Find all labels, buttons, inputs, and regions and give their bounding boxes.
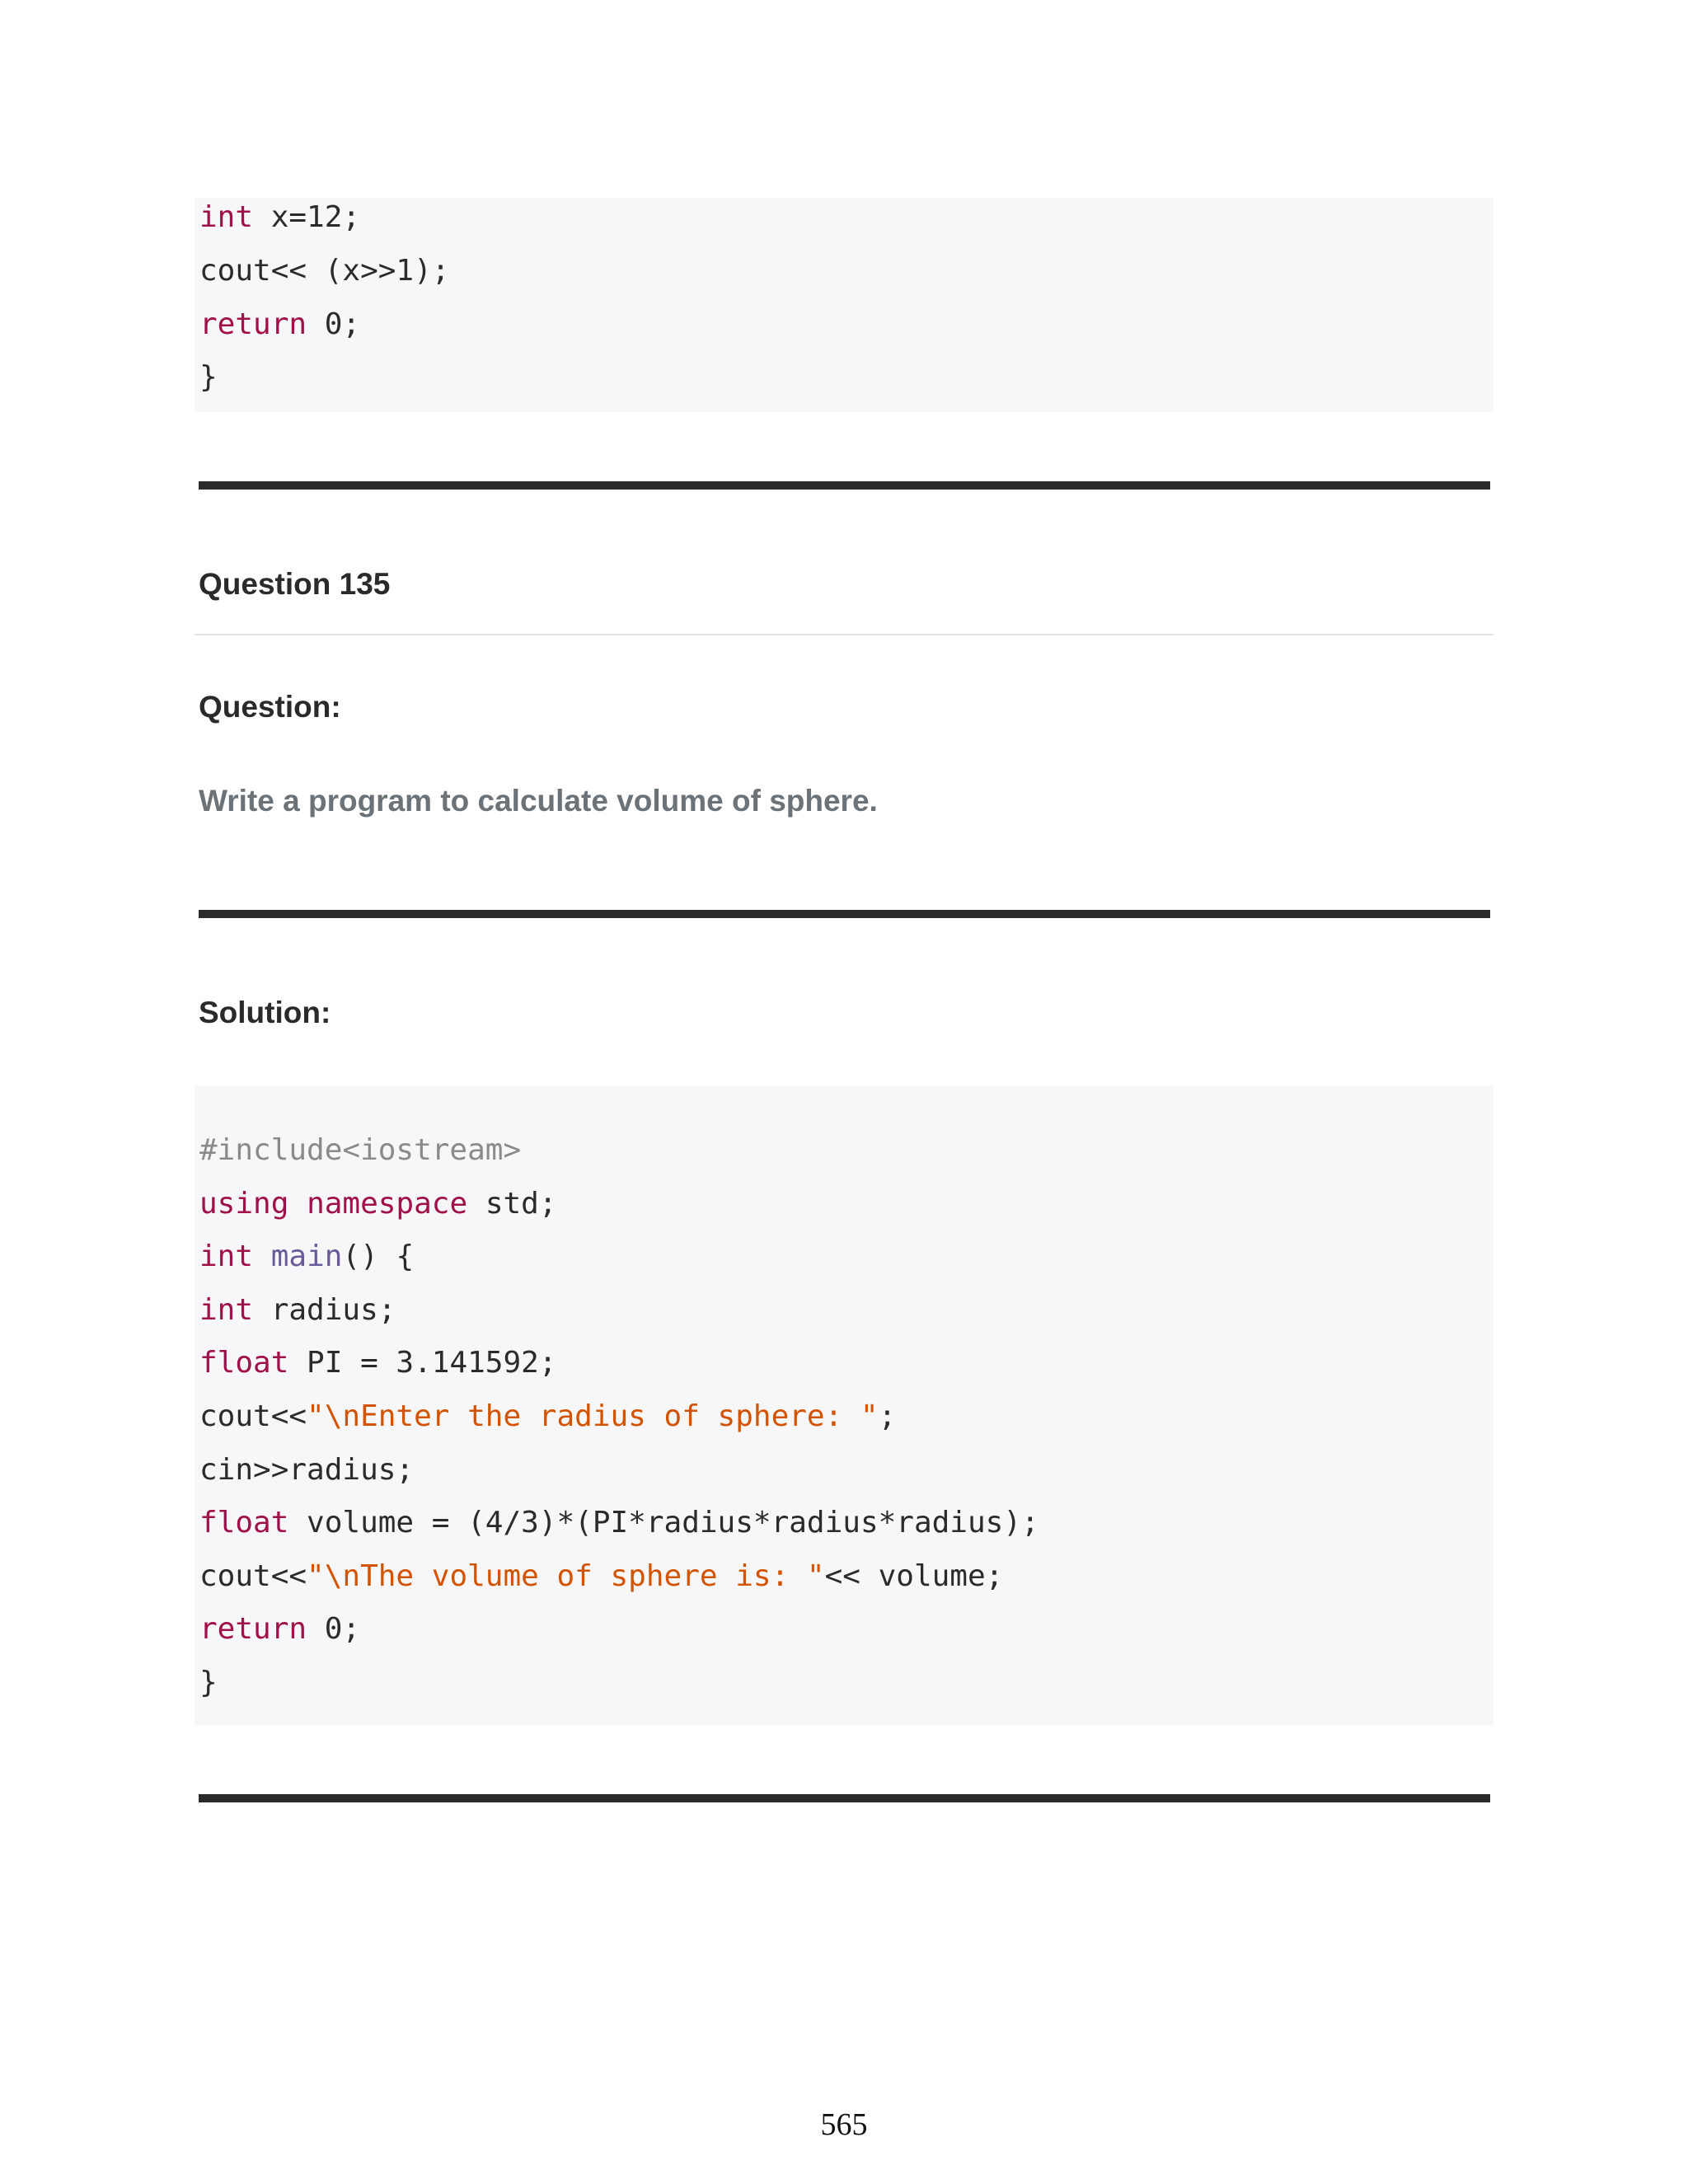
code-line: [199, 1558, 1003, 1595]
code-line: [199, 199, 360, 236]
code-line: [199, 1239, 414, 1275]
code-token: cout<<: [199, 1399, 307, 1433]
section-divider: [199, 481, 1490, 490]
code-line: [199, 1611, 360, 1647]
code-token: 0;: [307, 307, 361, 341]
code-token: #include<iostream>: [199, 1133, 522, 1167]
code-token: float: [199, 1506, 289, 1540]
code-token: cout<<: [199, 1559, 307, 1593]
solution-code-block: [195, 1086, 1493, 1726]
code-token: cout<< (x>>1);: [199, 254, 450, 288]
code-line: [199, 1505, 1039, 1541]
code-token: radius;: [253, 1293, 396, 1327]
code-token: << volume;: [824, 1559, 1004, 1593]
question-label: Question:: [199, 690, 341, 724]
code-token: }: [199, 360, 218, 394]
code-token: int: [199, 1240, 254, 1273]
code-token: int: [199, 1293, 254, 1327]
code-token: main: [270, 1240, 343, 1273]
code-line: [199, 1345, 556, 1381]
code-line: [199, 1186, 557, 1222]
code-line: [199, 253, 449, 289]
code-line: [199, 1665, 218, 1701]
code-token: std;: [467, 1187, 557, 1221]
section-divider: [199, 1794, 1490, 1802]
code-token: x=12;: [253, 200, 361, 234]
heading-underline: [195, 634, 1493, 635]
code-token: int: [199, 200, 254, 234]
top-code-block: [195, 198, 1493, 412]
code-token: return: [199, 1612, 307, 1646]
code-token: float: [199, 1346, 289, 1380]
question-number-heading: Question 135: [199, 567, 391, 601]
code-token: () {: [342, 1240, 415, 1273]
question-text: Write a program to calculate volume of sphere.: [199, 784, 878, 818]
code-line: [199, 307, 360, 343]
code-token: volume = (4/3)*(PI*radius*radius*radius);: [288, 1506, 1039, 1540]
code-token: ;: [878, 1399, 897, 1433]
code-token: using: [199, 1187, 289, 1221]
code-token: cin>>radius;: [199, 1453, 415, 1487]
code-token: }: [199, 1666, 218, 1699]
code-line: [199, 1452, 414, 1488]
code-line: [199, 1399, 896, 1435]
code-token: 0;: [307, 1612, 361, 1646]
solution-label: Solution:: [199, 996, 331, 1029]
code-token: [288, 1187, 307, 1221]
code-token: PI = 3.141592;: [288, 1346, 557, 1380]
code-line: [199, 1132, 521, 1169]
code-token: [253, 1240, 271, 1273]
page-number: 565: [820, 2107, 868, 2142]
section-divider: [199, 910, 1490, 918]
code-line: [199, 1292, 396, 1329]
code-token: "\nThe volume of sphere is: ": [307, 1559, 825, 1593]
code-token: "\nEnter the radius of sphere: ": [307, 1399, 879, 1433]
code-token: namespace: [307, 1187, 468, 1221]
code-token: return: [199, 307, 307, 341]
code-line: [199, 359, 218, 396]
